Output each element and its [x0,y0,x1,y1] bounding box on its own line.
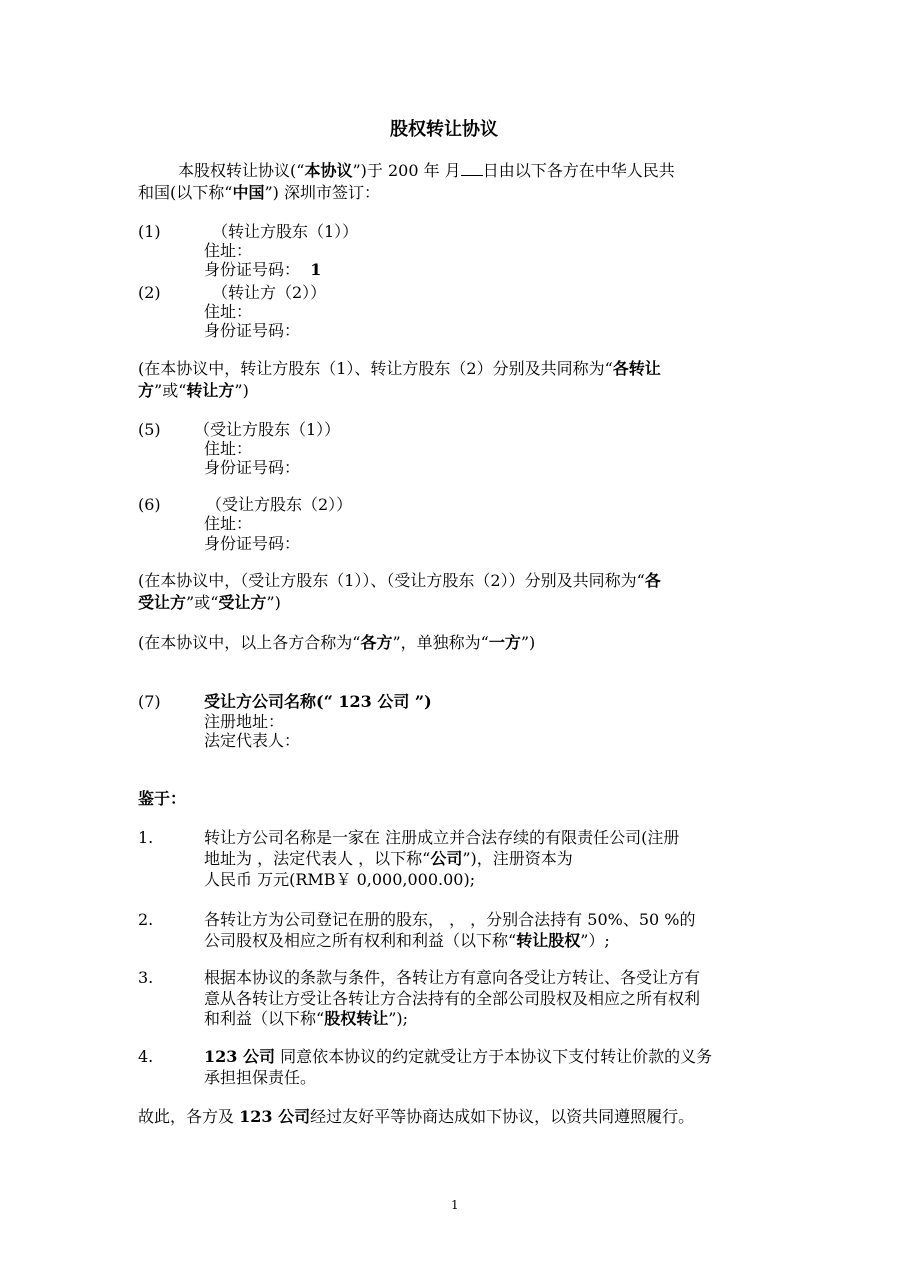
party-5-address-label: 住址： [204,439,253,458]
page-number: 1 [451,1198,459,1212]
clause-text: ”）; [580,931,610,950]
defined-term-equity-transfer: 股权转让 [324,1009,389,1028]
party-7-address-label: 注册地址： [204,712,285,731]
closing-text: 经过友好平等协商达成如下协议，以资共同遵照履行。 [310,1107,695,1126]
intro-text: 和国(以下称“ [138,183,233,202]
party-1-address-label: 住址： [204,241,253,260]
note-1-line-2 [138,380,249,402]
clause-text: 公司股权及相应之所有权利和利益（以下称“ [204,931,517,950]
document-title: 股权转让协议 [390,119,498,140]
intro-text: ”)于 200 年 月 [352,161,461,180]
clause-4-line-2: 承担担保责任。 [204,1068,317,1087]
defined-term-agreement: 本协议 [304,161,353,180]
intro-line-2 [138,182,380,204]
note-text: (在本协议中，以上各方合称为“ [138,633,361,652]
note-text: ”) [520,633,536,652]
party-1-name: （转让方股东（1）） [212,222,359,241]
defined-term: 转让方 [186,381,235,400]
defined-term-transfer-equity: 转让股权 [516,931,581,950]
party-7-number: (7) [138,692,161,711]
intro-line-1 [178,160,675,182]
company-name: 123 公司 [204,1047,275,1066]
party-1-id-line [204,259,321,281]
defined-term: 方 [138,381,155,400]
intro-text: 本股权转让协议(“ [178,161,305,180]
note-2-line-2 [138,592,281,614]
party-5-id-label: 身份证号码： [204,458,301,477]
party-6-number: (6) [138,495,161,514]
party-2-address-label: 住址： [204,302,253,321]
clause-text: 地址为 ，法定代表人 ，以下称“ [204,849,431,868]
defined-term: 受让方 [138,593,187,612]
defined-term-party: 一方 [488,633,521,652]
party-2-name: （转让方（2）） [212,283,327,302]
clause-2-number: 2. [138,910,154,929]
note-text: ”或“ [154,381,187,400]
defined-term-parties: 各方 [360,633,393,652]
defined-term-china: 中国 [232,183,265,202]
closing-text: 故此，各方及 [138,1107,240,1126]
note-2-line-1 [138,570,661,592]
clause-text: 同意依本协议的约定就受让方于本协议下支付转让价款的义务 [274,1047,713,1066]
clause-2-line-2 [204,930,610,952]
note-text: ”) [266,593,281,612]
company-name: 123 公司 [239,1107,311,1126]
note-text: ”或“ [186,593,219,612]
defined-term-company: 公司 [430,849,463,868]
party-1-id-label: 身份证号码： [204,260,301,279]
clause-1-line-3: 人民币 万元(RMB￥ 0,000,000.00); [204,870,476,889]
closing-statement [138,1106,694,1128]
clause-3-line-2: 意从各转让方受让各转让方合法持有的全部公司股权及相应之所有权利 [204,989,701,1008]
party-7-rep-label: 法定代表人： [204,731,301,750]
party-7-name: 受让方公司名称(“ 123 公司 ”) [204,692,432,711]
note-text: ”，单独称为“ [392,633,489,652]
party-5-number: (5) [138,420,161,439]
clause-4-number: 4. [138,1047,154,1066]
note-text: (在本协议中，（受让方股东（1））、（受让方股东（2））分别及共同称为“ [138,571,645,590]
clause-1-line-1: 转让方公司名称是一家在 注册成立并合法存续的有限责任公司(注册 [204,828,680,847]
intro-text: 日由以下各方在中华人民共 [482,161,675,180]
clause-text: ”)，注册资本为 [462,849,573,868]
clause-2-line-1: 各转让方为公司登记在册的股东， ， ，分别合法持有 50%、50 %的 [204,910,696,929]
defined-term: 各 [644,571,661,590]
clause-text: 和利益（以下称“ [204,1009,325,1028]
clause-3-line-3 [204,1008,408,1030]
defined-term: 各转让 [612,359,661,378]
date-blank [461,161,483,176]
note-text: (在本协议中，转让方股东（1）、转让方股东（2）分别及共同称为“ [138,359,613,378]
note-1-line-1 [138,358,661,380]
clause-text: ”); [388,1009,409,1028]
party-1-id-value: 1 [310,260,322,279]
party-2-number: (2) [138,283,161,302]
clause-3-number: 3. [138,968,154,987]
party-5-name: （受让方股东（1）） [194,420,341,439]
party-6-name: （受让方股东（2）） [206,495,353,514]
defined-term: 受让方 [218,593,267,612]
note-3 [138,632,535,654]
clause-1-number: 1. [138,828,154,847]
party-1-number: (1) [138,222,161,241]
intro-text: ”) 深圳市签订： [264,183,380,202]
whereas-heading: 鉴于： [138,789,187,808]
clause-4-line-1 [204,1046,712,1068]
party-6-id-label: 身份证号码： [204,534,301,553]
clause-1-line-2 [204,848,573,870]
party-6-address-label: 住址： [204,514,253,533]
party-2-id-label: 身份证号码： [204,321,301,340]
note-text: ”) [234,381,249,400]
clause-3-line-1: 根据本协议的条款与条件，各转让方有意向各受让方转让、各受让方有 [204,968,701,987]
